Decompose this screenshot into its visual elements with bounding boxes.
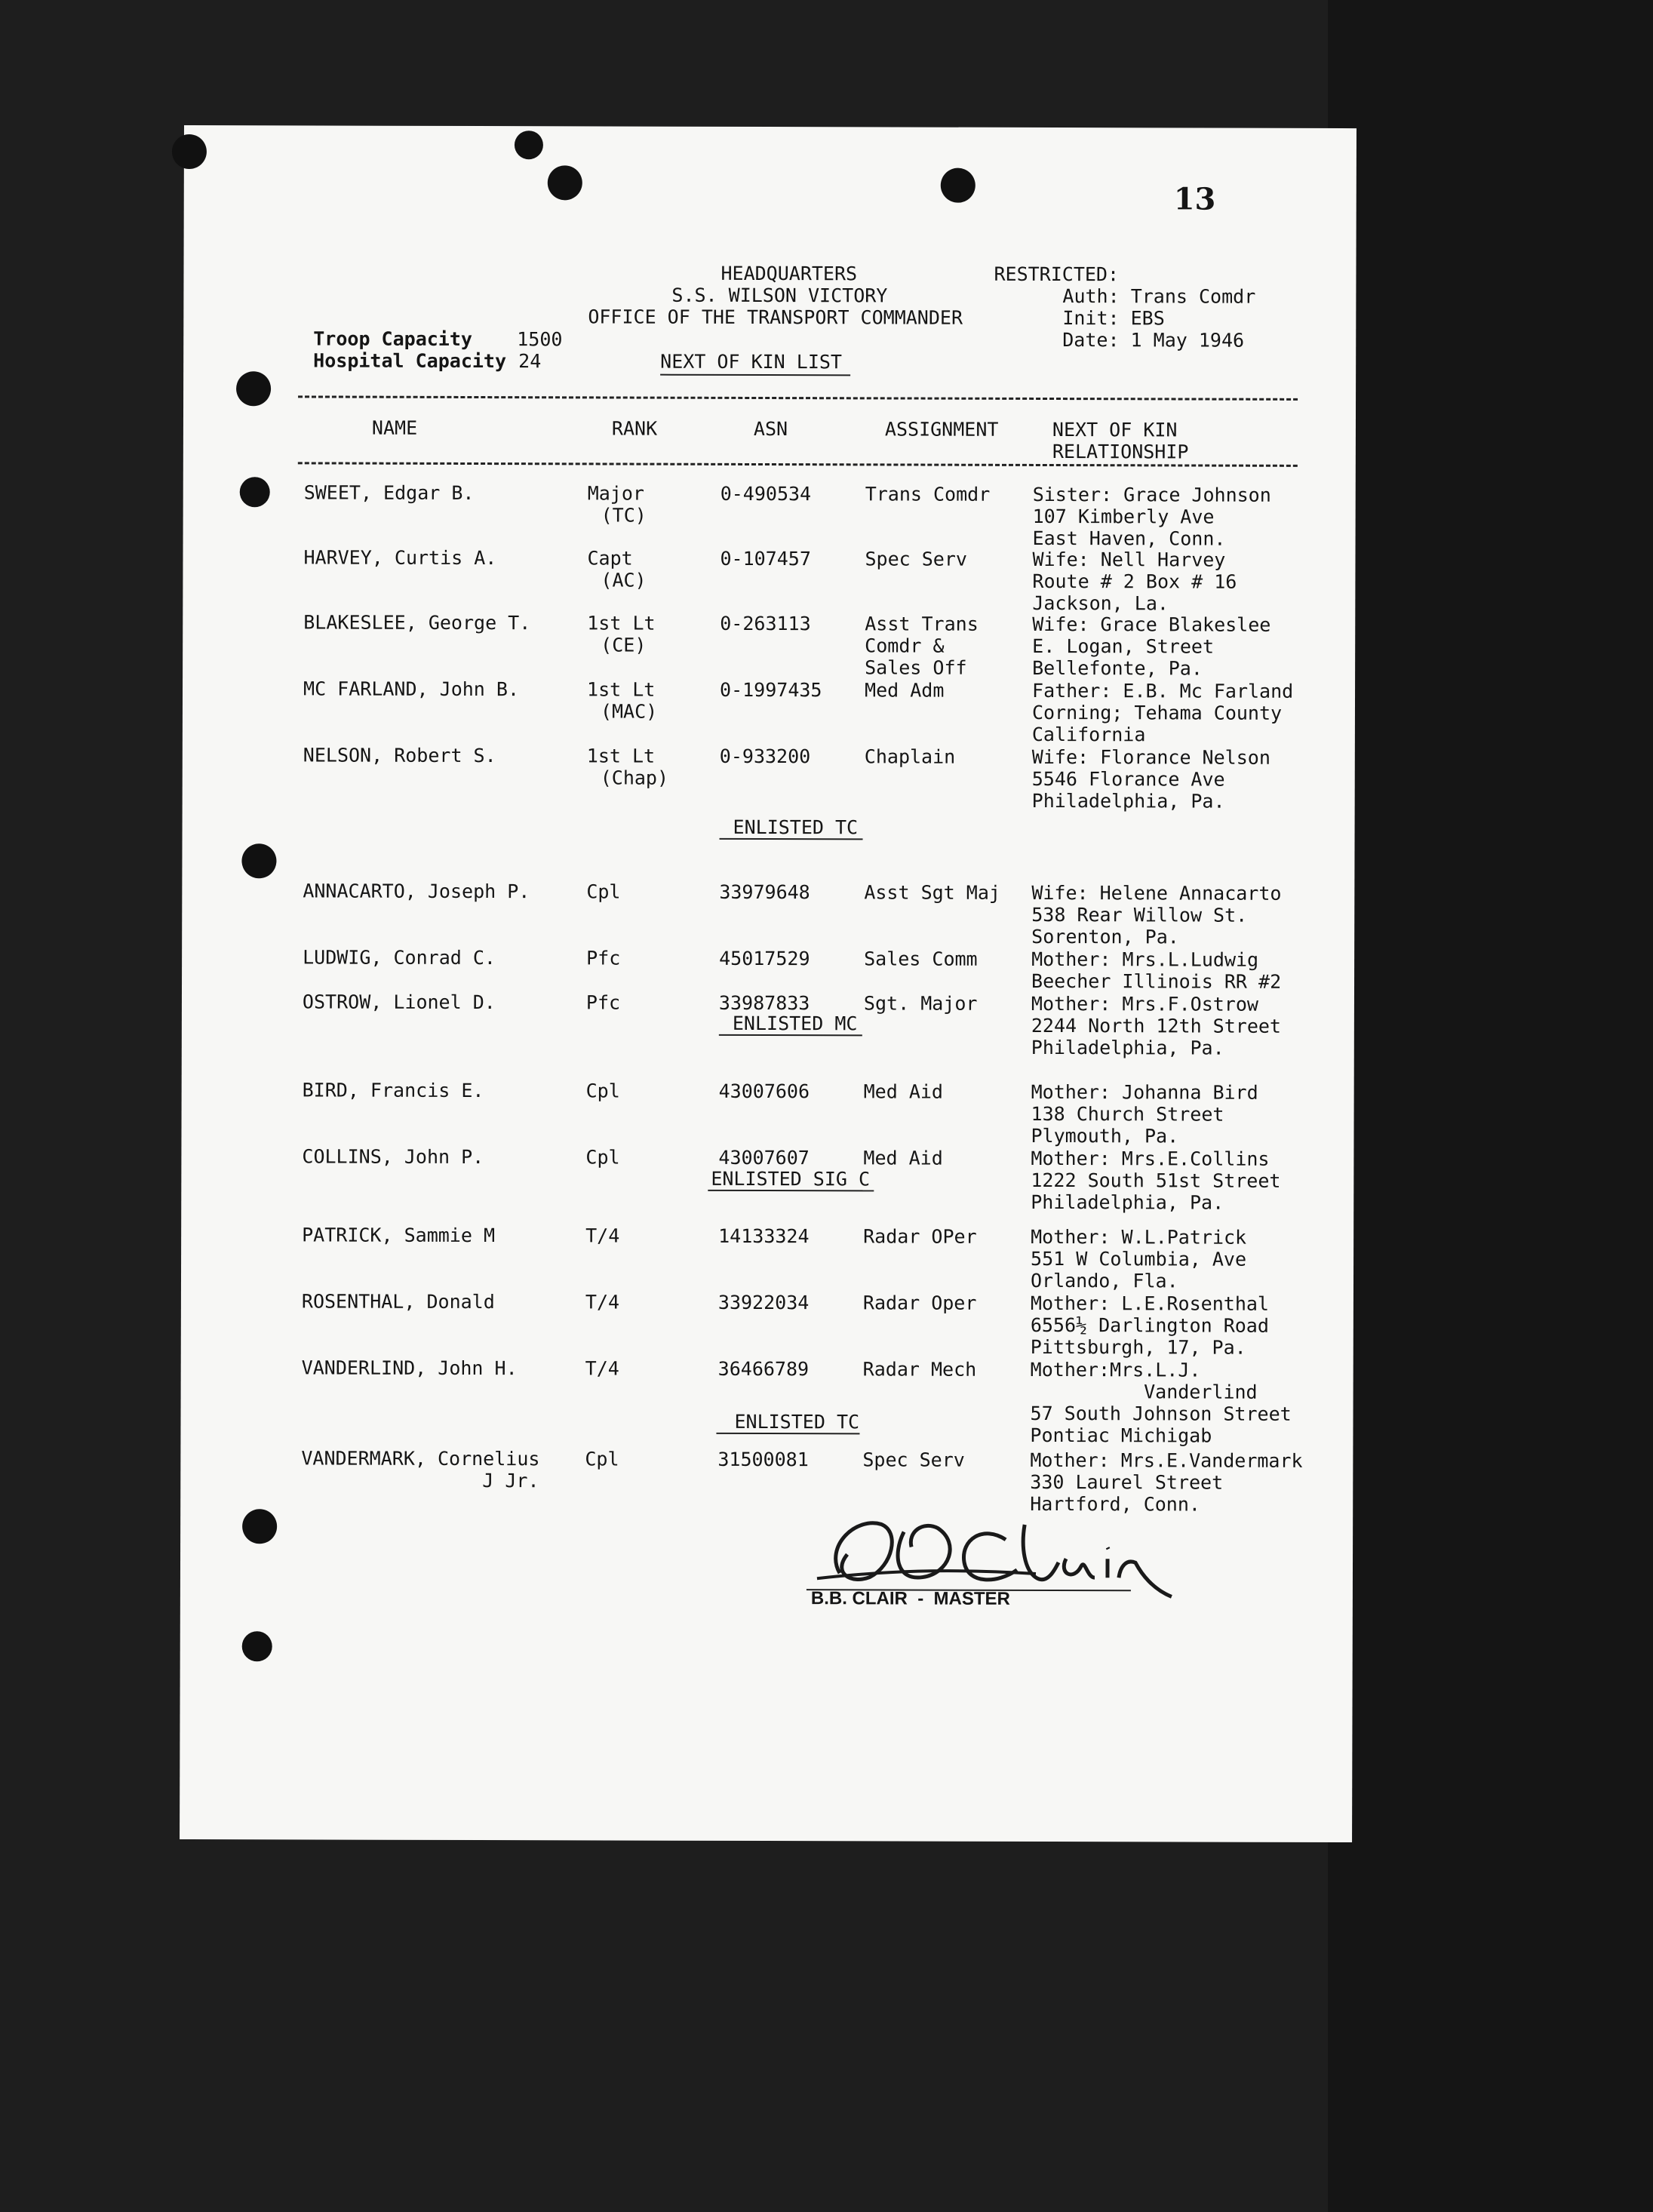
rank-branch: (TC): [601, 504, 647, 527]
asn-number: 0-1997435: [720, 678, 822, 702]
person-name: COLLINS, John P.: [302, 1145, 484, 1169]
assignment: Radar Mech: [862, 1358, 977, 1381]
kin-address: 2244 North 12th Street: [1031, 1014, 1282, 1037]
troop-capacity-value: 1500: [517, 328, 563, 351]
assignment: Med Aid: [863, 1080, 944, 1103]
kin-address: Vanderlind: [1030, 1380, 1258, 1403]
next-of-kin: Mother: L.E.Rosenthal: [1030, 1292, 1270, 1315]
section-underline: [708, 1190, 874, 1192]
assignment: Sgt. Major: [863, 992, 978, 1015]
kin-address: Corning; Tehama County: [1031, 701, 1283, 724]
next-of-kin: Wife: Grace Blakeslee: [1032, 613, 1271, 636]
assignment: Radar Oper: [862, 1292, 977, 1314]
hospital-capacity-value: 24: [518, 350, 542, 373]
asn-number: 33979648: [719, 880, 810, 904]
kin-address: Jackson, La.: [1032, 591, 1169, 615]
rank: Cpl: [586, 880, 621, 903]
rank: T/4: [585, 1357, 619, 1380]
next-of-kin: Sister: Grace Johnson: [1032, 483, 1271, 506]
person-name: VANDERMARK, Cornelius: [301, 1447, 540, 1470]
hospital-capacity-label: Hospital Capacity: [313, 349, 507, 373]
rank-branch: (MAC): [600, 700, 658, 723]
kin-address: 6556½ Darlington Road: [1030, 1313, 1269, 1337]
section-label: ENLISTED MC: [732, 1012, 858, 1035]
assignment: Asst Sgt Maj: [864, 881, 1001, 904]
next-of-kin: Wife: Nell Harvey: [1032, 548, 1226, 571]
assignment-line: Sales Off: [865, 656, 967, 679]
init-line: Init: EBS: [1062, 307, 1165, 330]
list-title-underline: [660, 374, 850, 376]
header-office: OFFICE OF THE TRANSPORT COMMANDER: [588, 306, 963, 329]
header-headquarters: HEADQUARTERS: [720, 262, 858, 285]
assignment: Spec Serv: [862, 1449, 965, 1471]
asn-number: 31500081: [717, 1448, 809, 1471]
kin-address: 138 Church Street: [1031, 1102, 1224, 1126]
kin-address: Philadelphia, Pa.: [1031, 789, 1225, 813]
assignment: Chaplain: [864, 745, 956, 768]
asn-number: 36466789: [717, 1357, 810, 1381]
asn-number: 33922034: [717, 1291, 810, 1314]
asn-number: 0-107457: [720, 547, 811, 570]
section-label: ENLISTED TC: [733, 816, 859, 839]
rank: Pfc: [586, 947, 621, 969]
asn-number: 43007607: [718, 1146, 810, 1169]
header-ship-name: S.S. WILSON VICTORY: [671, 284, 888, 307]
assignment: Asst Trans: [865, 613, 979, 635]
next-of-kin: Wife: Helene Annacarto: [1031, 881, 1282, 905]
next-of-kin: Mother: Mrs.E.Collins: [1031, 1147, 1270, 1170]
person-name: ANNACARTO, Joseph P.: [303, 880, 530, 903]
punch-hole: [548, 165, 582, 200]
kin-address: Philadelphia, Pa.: [1031, 1036, 1224, 1059]
col-relationship: RELATIONSHIP: [1052, 441, 1189, 463]
assignment: Sales Comm: [864, 948, 978, 970]
section-label: ENLISTED SIG C: [711, 1167, 871, 1190]
person-name: OSTROW, Lionel D.: [302, 991, 496, 1014]
punch-hole: [515, 131, 543, 159]
troop-capacity-label: Troop Capacity: [313, 327, 473, 351]
asn-number: 0-933200: [719, 745, 811, 768]
kin-address: 551 W Columbia, Ave: [1031, 1247, 1247, 1270]
section-underline: [716, 1433, 859, 1434]
header-divider: [298, 395, 1298, 400]
punch-hole: [242, 1509, 277, 1544]
auth-line: Auth: Trans Comdr: [1062, 285, 1256, 308]
assignment: Med Aid: [863, 1147, 943, 1169]
person-name: VANDERLIND, John H.: [301, 1356, 518, 1380]
film-border: [1328, 0, 1653, 2212]
column-divider: [298, 462, 1298, 466]
rank: 1st Lt: [586, 745, 656, 767]
list-title: NEXT OF KIN LIST: [660, 350, 843, 373]
punch-hole: [236, 371, 271, 406]
kin-address: Bellefonte, Pa.: [1032, 656, 1203, 680]
kin-address: Pittsburgh, 17, Pa.: [1030, 1335, 1246, 1359]
assignment-line: Comdr &: [865, 634, 945, 657]
kin-address: Orlando, Fla.: [1030, 1269, 1178, 1292]
assignment: Med Adm: [865, 679, 945, 702]
next-of-kin: Mother: Mrs.E.Vandermark: [1030, 1449, 1303, 1472]
punch-hole: [242, 1631, 272, 1661]
rank: Cpl: [585, 1448, 619, 1470]
col-next-of-kin: NEXT OF KIN: [1052, 419, 1178, 441]
next-of-kin: Mother: W.L.Patrick: [1031, 1225, 1247, 1249]
kin-address: 57 South Johnson Street: [1030, 1402, 1292, 1425]
rank: 1st Lt: [587, 612, 656, 634]
rank: 1st Lt: [587, 678, 656, 701]
col-asn: ASN: [753, 417, 788, 441]
person-name: BIRD, Francis E.: [302, 1079, 484, 1102]
punch-hole: [241, 843, 276, 878]
kin-address: Plymouth, Pa.: [1031, 1124, 1179, 1147]
section-underline: [719, 1034, 862, 1036]
asn-number: 14133324: [718, 1224, 810, 1248]
rank-branch: (CE): [601, 634, 647, 656]
assignment: Radar OPer: [863, 1225, 977, 1248]
person-name: MC FARLAND, John B.: [303, 677, 520, 701]
asn-number: 0-490534: [720, 482, 812, 505]
kin-address: Pontiac Michigab: [1030, 1424, 1212, 1447]
date-line: Date: 1 May 1946: [1062, 329, 1245, 352]
person-name: BLAKESLEE, George T.: [303, 611, 531, 634]
asn-number: 43007606: [718, 1080, 810, 1103]
kin-address: Route # 2 Box # 16: [1032, 570, 1237, 593]
kin-address: Beecher Illinois RR #2: [1031, 969, 1282, 993]
rank-branch: (Chap): [600, 767, 669, 789]
kin-address: Sorenton, Pa.: [1031, 925, 1179, 948]
next-of-kin: Mother:Mrs.L.J.: [1030, 1358, 1201, 1381]
col-rank: RANK: [611, 417, 658, 440]
next-of-kin: Wife: Florance Nelson: [1031, 745, 1270, 769]
person-name: SWEET, Edgar B.: [303, 481, 475, 505]
rank: Pfc: [585, 991, 621, 1014]
kin-address: 1222 South 51st Street: [1031, 1169, 1281, 1192]
rank: T/4: [585, 1224, 620, 1247]
kin-address: Hartford, Conn.: [1030, 1492, 1201, 1516]
rank: T/4: [585, 1291, 620, 1313]
kin-address: E. Logan, Street: [1032, 634, 1215, 658]
next-of-kin: Mother: Mrs.F.Ostrow: [1031, 992, 1259, 1015]
person-name-continued: J Jr.: [482, 1470, 539, 1492]
rank: Cpl: [585, 1146, 620, 1169]
assignment: Trans Comdr: [865, 483, 991, 505]
person-name: PATRICK, Sammie M: [302, 1224, 496, 1247]
punch-hole: [941, 168, 976, 203]
kin-address: 330 Laurel Street: [1030, 1470, 1224, 1494]
rank: Capt: [587, 547, 633, 570]
person-name: NELSON, Robert S.: [303, 744, 496, 767]
page-number: 13: [1173, 181, 1216, 217]
kin-address: East Haven, Conn.: [1032, 527, 1226, 550]
section-underline: [720, 838, 863, 840]
punch-hole: [172, 134, 207, 169]
col-name: NAME: [371, 416, 418, 439]
next-of-kin: Father: E.B. Mc Farland: [1032, 679, 1294, 702]
kin-address: 5546 Florance Ave: [1031, 767, 1225, 791]
rank: Cpl: [585, 1080, 620, 1102]
person-name: ROSENTHAL, Donald: [301, 1290, 495, 1313]
person-name: LUDWIG, Conrad C.: [303, 946, 496, 969]
asn-number: 0-263113: [720, 612, 811, 635]
person-name: HARVEY, Curtis A.: [303, 546, 497, 570]
signer-name: B.B. CLAIR - MASTER: [810, 1588, 1010, 1609]
asn-number: 33987833: [718, 991, 810, 1015]
col-assignment: ASSIGNMENT: [884, 418, 999, 441]
rank-branch: (AC): [601, 569, 647, 591]
kin-address: 107 Kimberly Ave: [1032, 505, 1215, 528]
kin-address: 538 Rear Willow St.: [1031, 903, 1248, 926]
kin-address: Philadelphia, Pa.: [1031, 1190, 1224, 1214]
asn-number: 45017529: [719, 947, 810, 970]
rank: Major: [587, 482, 645, 505]
punch-hole: [240, 477, 270, 507]
next-of-kin: Mother: Johanna Bird: [1031, 1080, 1258, 1104]
next-of-kin: Mother: Mrs.L.Ludwig: [1031, 948, 1259, 971]
assignment: Spec Serv: [865, 548, 968, 570]
document-page: [180, 125, 1357, 1842]
kin-address: California: [1031, 723, 1146, 746]
restricted-label: RESTRICTED:: [994, 263, 1120, 286]
section-label: ENLISTED TC: [734, 1410, 860, 1433]
